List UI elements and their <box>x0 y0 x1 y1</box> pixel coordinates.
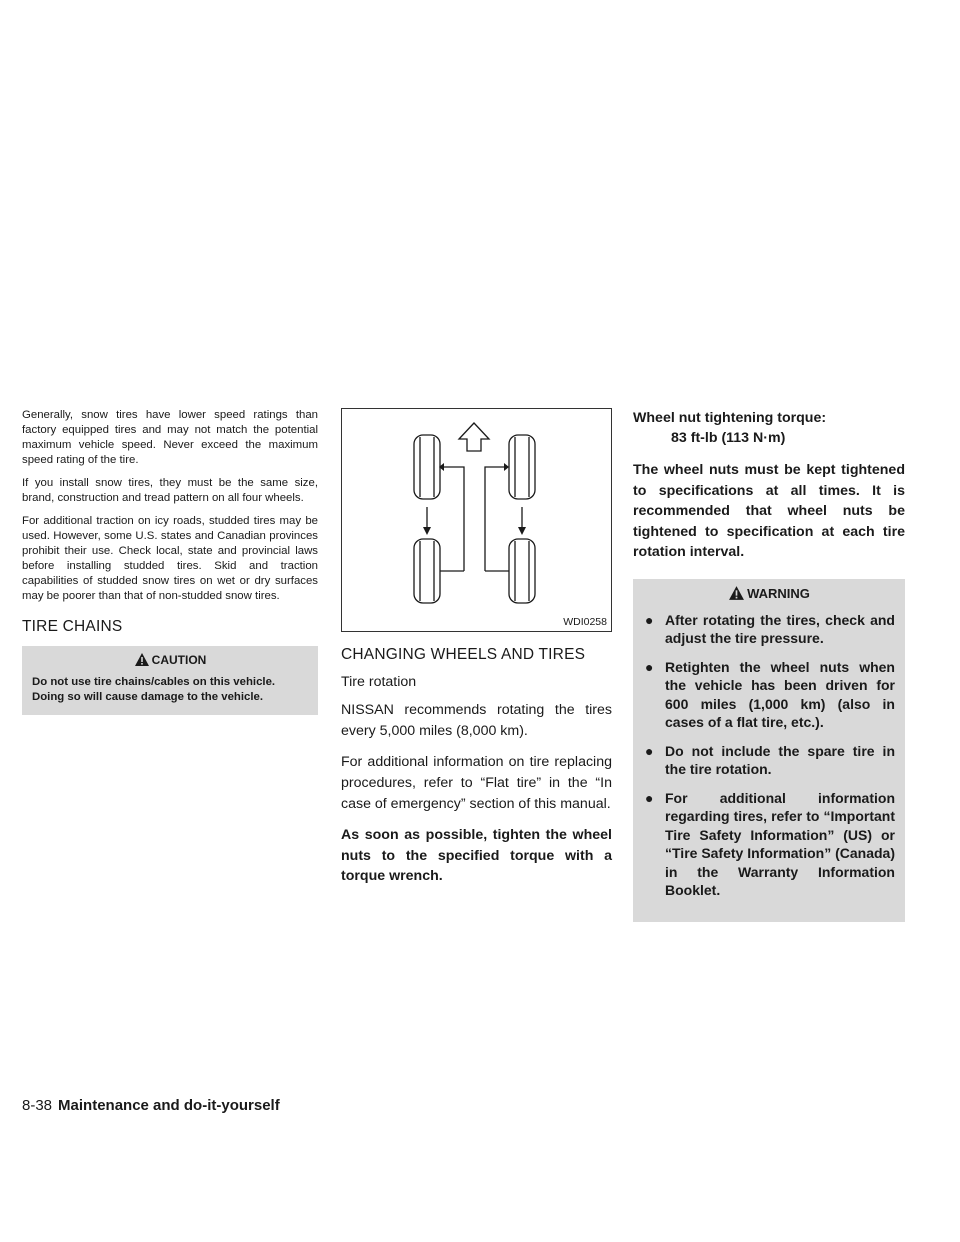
caution-text: Do not use tire chains/cables on this vehicle. Doing so will cause damage to the vehicle. <box>32 676 276 703</box>
rotation-interval-paragraph: NISSAN recommends rotating the tires every 5,000 miles (8,000 km). <box>341 702 612 739</box>
section-title: Maintenance and do-it-yourself <box>58 1097 280 1114</box>
warning-item: ● Do not include the spare tire in the tire rotation. <box>645 742 895 777</box>
tire-rotation-diagram <box>342 409 613 631</box>
bullet-icon: ● <box>645 742 654 759</box>
tire-chains-heading: TIRE CHAINS <box>22 618 123 635</box>
replacing-reference-paragraph: For additional information on tire replacing procedures, refer to “Flat tire” in the “In case of emergency” section of this manual. <box>341 754 612 812</box>
warning-triangle-icon <box>134 652 150 667</box>
right-column <box>633 408 905 922</box>
caution-header <box>32 652 308 667</box>
torque-value: 83 ft-lb (113 N·m) <box>671 430 786 446</box>
caution-label: CAUTION <box>151 653 207 667</box>
bullet-icon: ● <box>645 789 654 806</box>
bullet-icon: ● <box>645 611 654 628</box>
studded-tires-paragraph: For additional traction on icy roads, studded tires may be used. However, some U.S. states and Canadian provinces prohibit their use. Check local, state and provincial laws before installing studded tires. Skid and traction capabilities of studded snow tires on wet or dry surfaces may be poorer than that of non-studded snow tires. <box>22 515 318 602</box>
figure-label: WDI0258 <box>563 616 607 628</box>
rear-right-tire <box>509 539 535 603</box>
warning-header <box>643 585 895 601</box>
middle-column <box>341 408 612 897</box>
snow-tire-speed-paragraph: Generally, snow tires have lower speed ratings than factory equipped tires and may not match the potential maximum vehicle speed. Never exceed the maximum speed rating of the tire. <box>22 409 318 466</box>
front-right-tire <box>509 435 535 499</box>
bullet-icon: ● <box>645 658 654 675</box>
caution-box <box>22 646 318 715</box>
nuts-tightened-paragraph: The wheel nuts must be kept tightened to specifications at all times. It is recommended that wheel nuts be tightened to specification at each tire rotation interval. <box>633 462 905 560</box>
tire-rotation-figure <box>341 408 612 632</box>
page-footer <box>22 1097 280 1114</box>
rear-left-tire <box>414 539 440 603</box>
warning-list <box>643 611 895 900</box>
warning-item: ● After rotating the tires, check and adjust the tire pressure. <box>645 611 895 646</box>
left-column <box>22 408 318 715</box>
forward-arrow <box>459 423 489 451</box>
page-number: 8-38 <box>22 1097 53 1114</box>
warning-item: ● Retighten the wheel nuts when the vehicle has been driven for 600 miles (1,000 km) (also in cases of a flat tire, etc.). <box>645 658 895 730</box>
warning-triangle-icon <box>728 585 745 601</box>
warning-label: WARNING <box>747 585 810 601</box>
tire-rotation-subheading: Tire rotation <box>341 674 417 690</box>
tighten-nuts-paragraph: As soon as possible, tighten the wheel nuts to the specified torque with a torque wrench. <box>341 827 612 884</box>
warning-box <box>633 579 905 922</box>
front-left-tire <box>414 435 440 499</box>
changing-wheels-heading: CHANGING WHEELS AND TIRES <box>341 646 586 663</box>
warning-item: ● For additional information regarding tires, refer to “Important Tire Safety Information” (US) or “Tire Safety Information” (Canada) in the Warranty Information Booklet. <box>645 789 896 898</box>
torque-label: Wheel nut tightening torque: <box>633 410 827 426</box>
snow-tire-install-paragraph: If you install snow tires, they must be the same size, brand, construction and tread pattern on all four wheels. <box>22 477 318 504</box>
